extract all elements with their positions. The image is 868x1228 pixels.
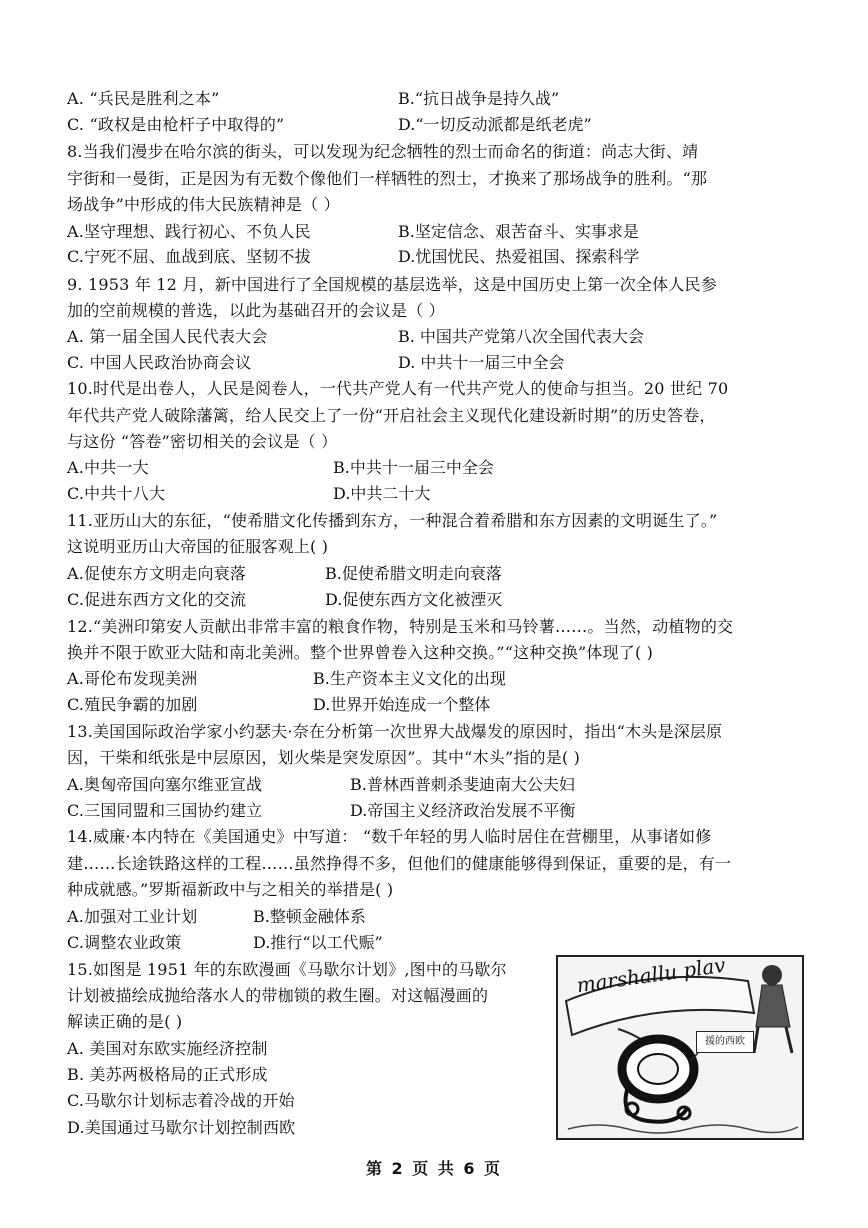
q10-stem-line: 10.时代是出卷人，人民是阅卷人，一代共产党人有一代共产党人的使命与担当。20 世纪 70 (67, 379, 729, 398)
marshall-plan-cartoon (556, 952, 804, 1140)
q12-option-b: B.生产资本主义文化的出现 (313, 669, 506, 688)
q7-option-a: A. “兵民是胜利之本” (67, 89, 220, 108)
q9-stem-line: 9. 1953 年 12 月，新中国进行了全国规模的基层选举，这是中国历史上第一次全体人民参 (67, 275, 717, 294)
q9-option-a: A. 第一届全国人民代表大会 (67, 327, 268, 346)
q11-option-a: A.促使东方文明走向衰落 (67, 564, 247, 583)
q15-option-d: D.美国通过马歇尔计划控制西欧 (67, 1118, 296, 1137)
q14-option-c: C.调整农业政策 (67, 933, 182, 952)
q10-option-c: C.中共十八大 (67, 484, 166, 503)
q8-stem-line: 场战争”中形成的伟大民族精神是（ ） (67, 195, 340, 214)
q7-option-c: C. “政权是由枪杆子中取得的” (67, 115, 285, 134)
q15-stem-line: 15.如图是 1951 年的东欧漫画《马歇尔计划》,图中的马歇尔 (67, 960, 507, 979)
q13-stem-line: 因，干柴和纸张是中层原因，划火柴是突发原因”。其中“木头”指的是( ) (67, 748, 581, 767)
q14-option-b: B.整顿金融体系 (253, 907, 366, 926)
q10-option-a: A.中共一大 (67, 458, 149, 477)
q11-option-c: C.促进东西方文化的交流 (67, 590, 247, 609)
q11-option-b: B.促使希腊文明走向衰落 (325, 564, 502, 583)
q10-option-b: B.中共十一届三中全会 (333, 458, 494, 477)
q11-option-d: D.促使东西方文化被湮灭 (325, 590, 503, 609)
q8-option-d: D.忧国忧民、热爱祖国、探索科学 (398, 247, 640, 266)
q8-stem-line: 宇街和一曼街，正是因为有无数个像他们一样牺牲的烈士，才换来了那场战争的胜利。“那 (67, 169, 708, 188)
q10-option-d: D.中共二十大 (333, 484, 431, 503)
q13-stem-line: 13.美国国际政治学家小约瑟夫·奈在分析第一次世界大战爆发的原因时，指出“木头是深层原 (67, 722, 723, 741)
q12-option-d: D.世界开始连成一个整体 (313, 695, 491, 714)
q8-stem-line: 8.当我们漫步在哈尔滨的街头，可以发现为纪念牺牲的烈士而命名的街道：尚志大街、靖 (67, 142, 699, 161)
q9-option-b: B. 中国共产党第八次全国代表大会 (398, 327, 644, 346)
q12-stem-line: 12.“美洲印第安人贡献出非常丰富的粮食作物，特别是玉米和马铃薯……。当然，动植物的交 (67, 617, 734, 636)
q9-option-c: C. 中国人民政治协商会议 (67, 353, 252, 372)
q13-option-a: A.奥匈帝国向塞尔维亚宣战 (67, 775, 263, 794)
q15-option-b: B. 美苏两极格局的正式形成 (67, 1065, 268, 1084)
q15-option-a: A. 美国对东欧实施经济控制 (67, 1039, 268, 1058)
q12-option-a: A.哥伦布发现美洲 (67, 669, 198, 688)
cartoon-banner-text: marshallu plav (575, 952, 727, 998)
q9-option-d: D. 中共十一届三中全会 (398, 353, 565, 372)
q11-stem-line: 11.亚历山大的东征，“使希腊文化传播到东方，一种混合着希腊和东方因素的文明诞生了。” (67, 511, 718, 530)
q14-option-d: D.推行“以工代赈” (253, 933, 383, 952)
q12-stem-line: 换并不限于欧亚大陆和南北美洲。整个世界曾卷入这种交换。”“这种交换”体现了( ) (67, 643, 654, 662)
q10-stem-line: 年代共产党人破除藩篱，给人民交上了一份“开启社会主义现代化建设新时期”的历史答卷， (67, 406, 716, 425)
q14-stem-line: 建……长途铁路这样的工程……虽然挣得不多，但他们的健康能够得到保证，重要的是，有一 (67, 854, 732, 873)
q14-stem-line: 14.威廉·本内特在《美国通史》中写道： “数千年轻的男人临时居住在营棚里，从事诸如修 (67, 827, 712, 846)
page-footer: 第 2 页 共 6 页 (365, 1159, 503, 1178)
q9-stem-line: 加的空前规模的普选，以此为基础召开的会议是（ ） (67, 301, 445, 320)
q15-option-c: C.马歇尔计划标志着冷战的开始 (67, 1091, 295, 1110)
q8-option-c: C.宁死不屈、血战到底、坚韧不拔 (67, 247, 311, 266)
q13-option-d: D.帝国主义经济政治发展不平衡 (350, 801, 576, 820)
q8-option-b: B.坚定信念、艰苦奋斗、实事求是 (398, 222, 639, 241)
q14-stem-line: 种成就感。”罗斯福新政中与之相关的举措是( ) (67, 880, 394, 899)
q7-option-d: D.“一切反动派都是纸老虎” (398, 115, 592, 134)
q15-stem-line: 解读正确的是( ) (67, 1012, 183, 1031)
q14-option-a: A.加强对工业计划 (67, 907, 198, 926)
q13-option-c: C.三国同盟和三国协约建立 (67, 801, 263, 820)
q7-option-b: B.“抗日战争是持久战” (398, 89, 560, 108)
q10-stem-line: 与这份 “答卷”密切相关的会议是（ ） (67, 432, 338, 451)
cartoon-label: 援的西欧 (696, 1031, 754, 1053)
q8-option-a: A.坚守理想、践行初心、不负人民 (67, 222, 311, 241)
q13-option-b: B.普林西普刺杀斐迪南大公夫妇 (350, 775, 575, 794)
q11-stem-line: 这说明亚历山大帝国的征服客观上( ) (67, 537, 329, 556)
q12-option-c: C.殖民争霸的加剧 (67, 695, 198, 714)
q15-stem-line: 计划被描绘成抛给落水人的带枷锁的救生圈。对这幅漫画的 (67, 986, 489, 1005)
